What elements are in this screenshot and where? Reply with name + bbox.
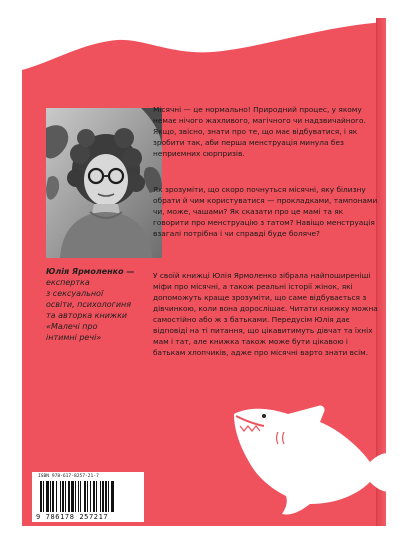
shark-illustration xyxy=(230,400,386,520)
barcode-stripe xyxy=(93,481,95,512)
barcode-stripe xyxy=(52,481,54,512)
barcode-stripe xyxy=(80,481,81,512)
barcode-bars xyxy=(40,481,138,512)
barcode-stripe xyxy=(78,481,79,512)
barcode-stripe xyxy=(87,481,88,512)
description-paragraph-1: Місячні — це нормально! Природний процес, у якому немає нічого жахливого, магічного чи надзвичайного. Якщо, звісно, знати про те, що має відбуватися, і як зробити так, аби перша менструація минула без неприємних сюрпризів. xyxy=(153,105,366,158)
description-paragraph-2: Як зрозуміти, що скоро почнуться місячні, яку білизну обрати й чим користуватися — прокладками, тампонами чи, може, чашами? Як сказати про це мамі та як говорити про менструацію з татом? Навіщо менструація взагалі потрібна і чи справді буде боляче? xyxy=(153,185,378,238)
description-paragraph-3: У своїй книжці Юлія Ярмоленко зібрала найпоширеніші міфи про місячні, а також реальні історії жінок, які допоможуть краще зрозуміти, що саме відбувається з дівчинкою, коли вона дорослішає. Читати книжку можна самостійно або ж з батьками. Передусім Юлія дає відповіді на ті питання, що цікавитимуть дівчат та їхніх мам і тат, але книжка також може бути цікавою і батькам хлопчиків, адже про місячні варто знати всім. xyxy=(153,271,378,357)
barcode xyxy=(32,472,144,522)
author-name: Юлія Ярмоленко — xyxy=(46,267,135,276)
barcode-stripe xyxy=(84,481,86,512)
author-photo xyxy=(46,108,162,258)
barcode-stripe xyxy=(56,481,57,512)
author-bio: експертка з сексуальної освіти, психологиня та авторка книжки «Малечі про інтимні речі» xyxy=(46,278,132,342)
barcode-stripe xyxy=(75,481,76,512)
barcode-stripe xyxy=(40,481,42,512)
barcode-stripe xyxy=(108,481,109,512)
barcode-stripe xyxy=(46,481,49,512)
isbn-number: ISBN 978-617-8257-21-7 xyxy=(38,474,99,479)
barcode-stripe xyxy=(71,481,74,512)
barcode-stripe xyxy=(102,481,104,512)
barcode-stripe xyxy=(43,481,44,512)
book-back-cover xyxy=(22,18,386,526)
barcode-stripe xyxy=(111,481,114,512)
barcode-stripe xyxy=(90,481,91,512)
barcode-stripe xyxy=(60,481,61,512)
barcode-stripe xyxy=(100,481,101,512)
barcode-stripe xyxy=(62,481,64,512)
barcode-stripe xyxy=(68,481,70,512)
barcode-number: 9 786178 257217 xyxy=(36,513,109,521)
barcode-stripe xyxy=(65,481,66,512)
barcode-stripe xyxy=(105,481,107,512)
cover-top-edge xyxy=(22,18,386,98)
barcode-stripe xyxy=(50,481,51,512)
barcode-stripe xyxy=(96,481,97,512)
